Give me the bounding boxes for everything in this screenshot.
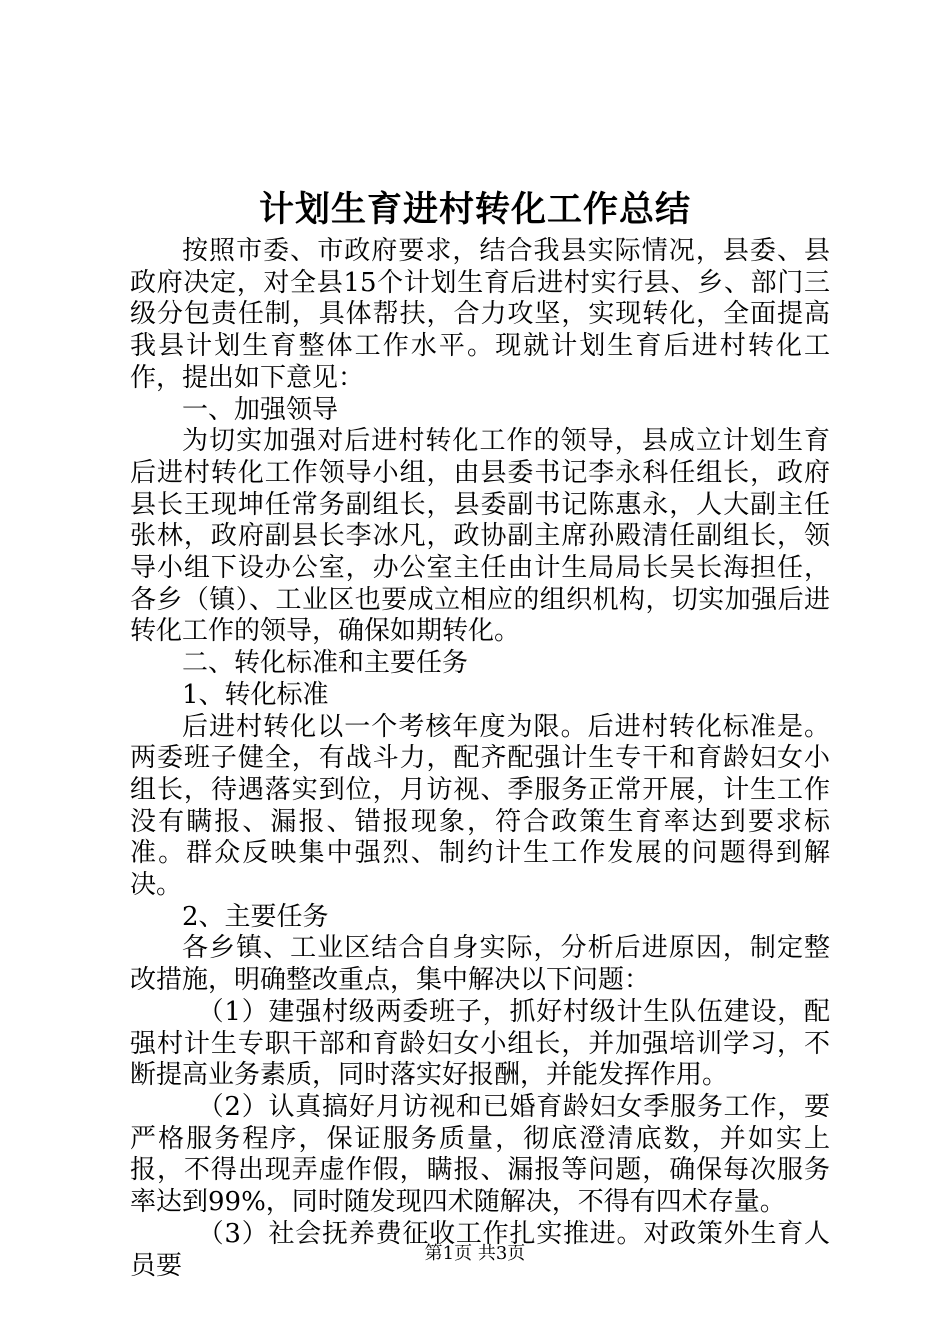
body-paragraph: 为切实加强对后进村转化工作的领导，县成立计划生育后进村转化工作领导小组，由县委书记李永科任组长，政府县长王现坤任常务副组长，县委副书记陈惠永，人大副主任张林，政府副县长李冰凡，政协副主席孙殿清任副组长，领导小组下设办公室，办公室主任由计生局局长吴长海担任，各乡（镇）、工业区也要成立相应的组织机构，切实加强后进转化工作的领导，确保如期转化。 [130, 426, 830, 647]
page-indicator: 第1页 共3页 [424, 1243, 526, 1264]
document-title: 计划生育进村转化工作总结 [258, 189, 691, 230]
body-paragraph: 1、转化标准 [182, 679, 329, 710]
document-body [130, 236, 830, 1282]
body-paragraph: 后进村转化以一个考核年度为限。后进村转化标准是。两委班子健全，有战斗力，配齐配强计生专干和育龄妇女小组长，待遇落实到位，月访视、季服务正常开展，计生工作没有瞒报、漏报、错报现象，符合政策生育率达到要求标准。群众反映集中强烈、制约计生工作发展的问题得到解决。 [130, 711, 830, 901]
body-paragraph: （1）建强村级两委班子，抓好村级计生队伍建设，配强村计生专职干部和育龄妇女小组长，并加强培训学习，不断提高业务素质，同时落实好报酬，并能发挥作用。 [130, 996, 830, 1091]
body-paragraph: 按照市委、市政府要求，结合我县实际情况，县委、县政府决定，对全县15个计划生育后进村实行县、乡、部门三级分包责任制，具体帮扶，合力攻坚，实现转化，全面提高我县计划生育整体工作水平。现就计划生育后进村转化工作，提出如下意见： [130, 236, 830, 393]
body-paragraph: 2、主要任务 [182, 901, 329, 932]
body-paragraph: 二、转化标准和主要任务 [182, 648, 469, 679]
body-paragraph: （3）社会抚养费征收工作扎实推进。对政策外生育人员要 [130, 1218, 830, 1281]
body-paragraph: （2）认真搞好月访视和已婚育龄妇女季服务工作，要严格服务程序，保证服务质量，彻底澄清底数，并如实上报，不得出现弄虚作假，瞒报、漏报等问题，确保每次服务率达到99%，同时随发现四术随解决，不得有四术存量。 [130, 1091, 830, 1218]
body-paragraph: 各乡镇、工业区结合自身实际，分析后进原因，制定整改措施，明确整改重点，集中解决以下问题： [130, 933, 830, 996]
body-paragraph: 一、加强领导 [182, 394, 339, 425]
